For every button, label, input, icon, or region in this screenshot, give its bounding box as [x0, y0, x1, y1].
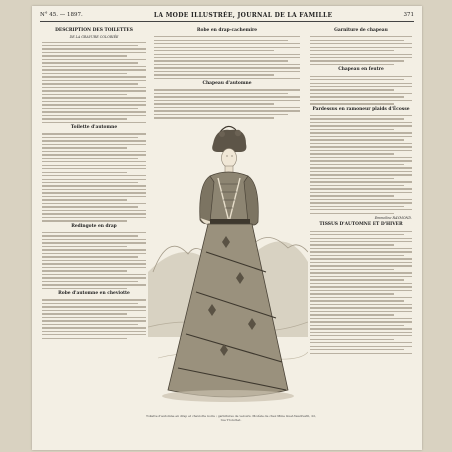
- section-heading: Robe en drap-cachemire: [196, 28, 258, 33]
- middle-column: [154, 26, 300, 121]
- left-column: [42, 26, 146, 341]
- section-heading: Garniture de chapeau: [334, 28, 388, 33]
- fashion-illustration: [148, 122, 308, 410]
- page-header: [40, 10, 414, 20]
- page-number: 371: [403, 12, 414, 18]
- journal-title: LA MODE ILLUSTRÉE, JOURNAL DE LA FAMILLE: [153, 11, 333, 19]
- issue-number: N° 45. — 1897.: [40, 12, 83, 18]
- section-subheading: DE LA GRAVURE COLORIÉE: [69, 35, 119, 39]
- section-heading: Chapeau d'automne: [202, 81, 252, 87]
- section-heading: TISSUS D'AUTOMNE ET D'HIVER: [319, 222, 403, 228]
- right-column: [310, 26, 412, 356]
- journal-page: [32, 6, 422, 450]
- illustration-caption: Toilette d'automne en drap et cheviotte noire ; garnitures de velours. Modèle de chez Mme Guet-Vaudrevill, 22, rue Tronchet.: [146, 414, 316, 422]
- author-signature: Emmeline RAYMOND.: [374, 216, 412, 221]
- section-heading: Redingote en drap: [71, 223, 117, 229]
- section-heading: Chapeau en feutre: [338, 67, 384, 73]
- header-rule: [40, 21, 414, 22]
- section-heading: Toilette d'automne: [70, 125, 118, 131]
- section-heading: Robe d'automne en cheviotte: [58, 291, 130, 297]
- section-heading: Pardessus en ramoneur plaids d'Écosse: [312, 106, 410, 112]
- section-heading: DESCRIPTION DES TOILETTES: [55, 28, 133, 33]
